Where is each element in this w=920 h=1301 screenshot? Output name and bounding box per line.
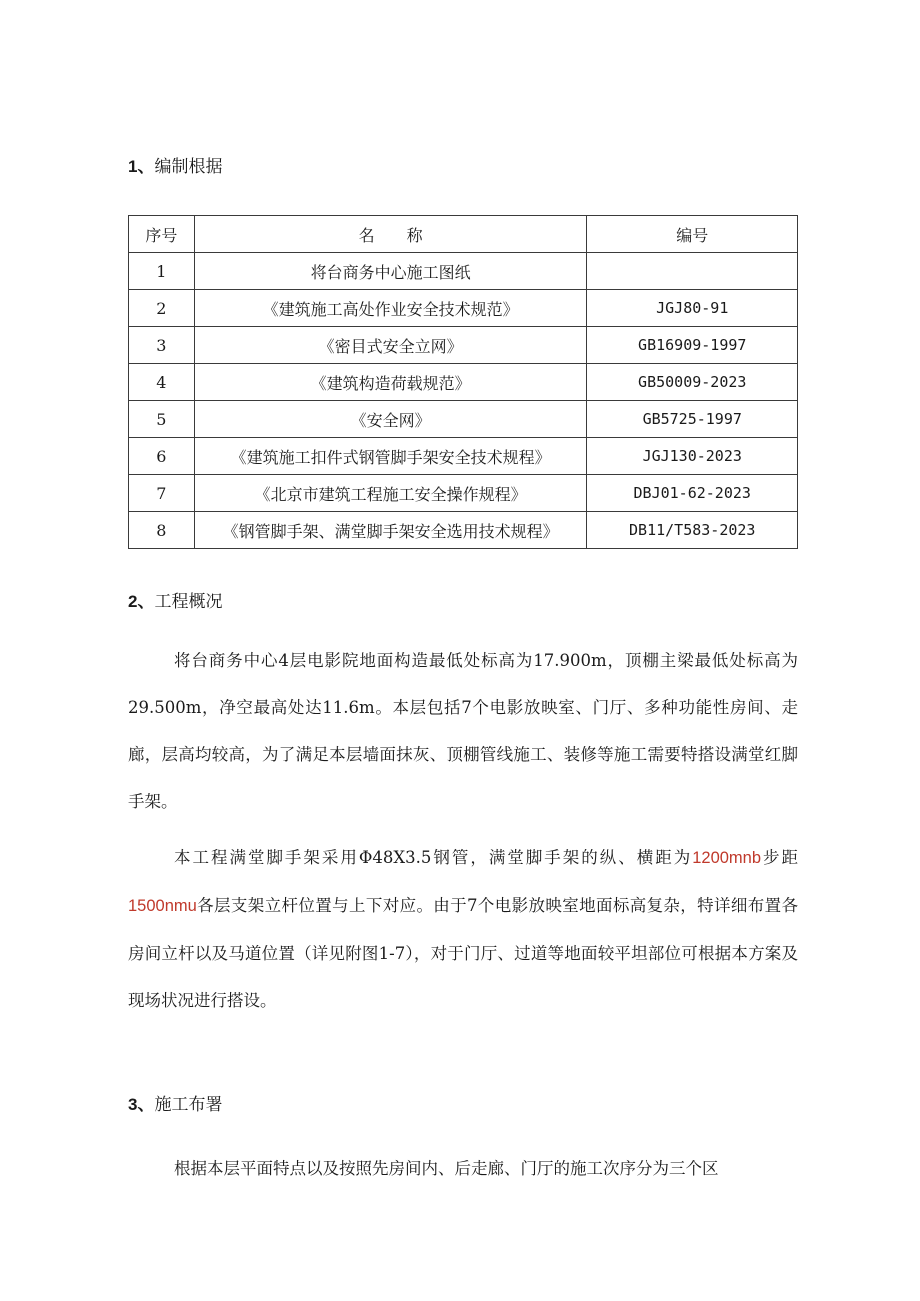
row-index: 4 [129, 364, 195, 401]
table-row [129, 401, 798, 438]
project-overview-paragraph: 将台商务中心4层电影院地面构造最低处标高为17.900m，顶棚主梁最低处标高为29.500m，净空最高处达11.6m。本层包括7个电影放映室、门厅、多种功能性房间、走廊，层高均较高，为了满足本层墙面抹灰、顶棚管线施工、装修等施工需要特搭设满堂红脚手架。 [128, 651, 798, 811]
scaffold-spec-text-2: 步距 [761, 848, 799, 867]
step-distance-value: 1500nmu [128, 897, 197, 915]
scaffold-spec-paragraph [128, 834, 798, 1024]
table-row [129, 290, 798, 327]
longitudinal-spacing-value: 1200mnb [692, 849, 762, 867]
row-index: 8 [129, 512, 195, 549]
row-code: DBJ01-62-2023 [587, 475, 798, 512]
section-1-title: 编制根据 [154, 157, 223, 177]
table-row [129, 253, 798, 290]
row-name: 《钢管脚手架、满堂脚手架安全选用技术规程》 [194, 512, 587, 549]
section-1-heading [128, 152, 222, 177]
table-row [129, 364, 798, 401]
row-index: 3 [129, 327, 195, 364]
row-name: 《密目式安全立网》 [194, 327, 587, 364]
deployment-paragraph: 根据本层平面特点以及按照先房间内、后走廊、门厅的施工次序分为三个区 [174, 1159, 719, 1178]
row-index: 7 [129, 475, 195, 512]
reference-table [128, 215, 798, 549]
row-name: 《建筑施工高处作业安全技术规范》 [194, 290, 587, 327]
row-name: 《建筑构造荷载规范》 [194, 364, 587, 401]
row-name: 将台商务中心施工图纸 [194, 253, 587, 290]
row-code: GB50009-2023 [587, 364, 798, 401]
row-code: DB11/T583-2023 [587, 512, 798, 549]
section-2-number: 2、 [128, 592, 155, 611]
section-2-title: 工程概况 [154, 592, 223, 612]
header-name: 名 称 [194, 216, 587, 253]
section-2-heading [128, 587, 222, 612]
row-index: 6 [129, 438, 195, 475]
section-1-number: 1、 [128, 157, 155, 176]
section-3-title: 施工布署 [154, 1095, 223, 1115]
row-index: 2 [129, 290, 195, 327]
table-row [129, 475, 798, 512]
scaffold-spec-text-1: 本工程满堂脚手架采用Φ48X3.5钢管，满堂脚手架的纵、横距为 [174, 848, 693, 867]
row-code [587, 253, 798, 290]
row-code: GB5725-1997 [587, 401, 798, 438]
table-row [129, 327, 798, 364]
row-code: JGJ130-2023 [587, 438, 798, 475]
row-name: 《北京市建筑工程施工安全操作规程》 [194, 475, 587, 512]
row-name: 《安全网》 [194, 401, 587, 438]
header-index: 序号 [129, 216, 195, 253]
row-index: 5 [129, 401, 195, 438]
row-code: JGJ80-91 [587, 290, 798, 327]
scaffold-spec-text-3: 各层支架立杆位置与上下对应。由于7个电影放映室地面标高复杂，特详细布置各房间立杆以及马道位置（详见附图1-7），对于门厅、过道等地面较平坦部位可根据本方案及现场状况进行搭设。 [128, 896, 798, 1010]
table-header-row [129, 216, 798, 253]
row-index: 1 [129, 253, 195, 290]
row-code: GB16909-1997 [587, 327, 798, 364]
row-name: 《建筑施工扣件式钢管脚手架安全技术规程》 [194, 438, 587, 475]
table-row [129, 438, 798, 475]
section-3-number: 3、 [128, 1095, 155, 1114]
header-code: 编号 [587, 216, 798, 253]
table-row [129, 512, 798, 549]
section-3-heading [128, 1090, 222, 1115]
